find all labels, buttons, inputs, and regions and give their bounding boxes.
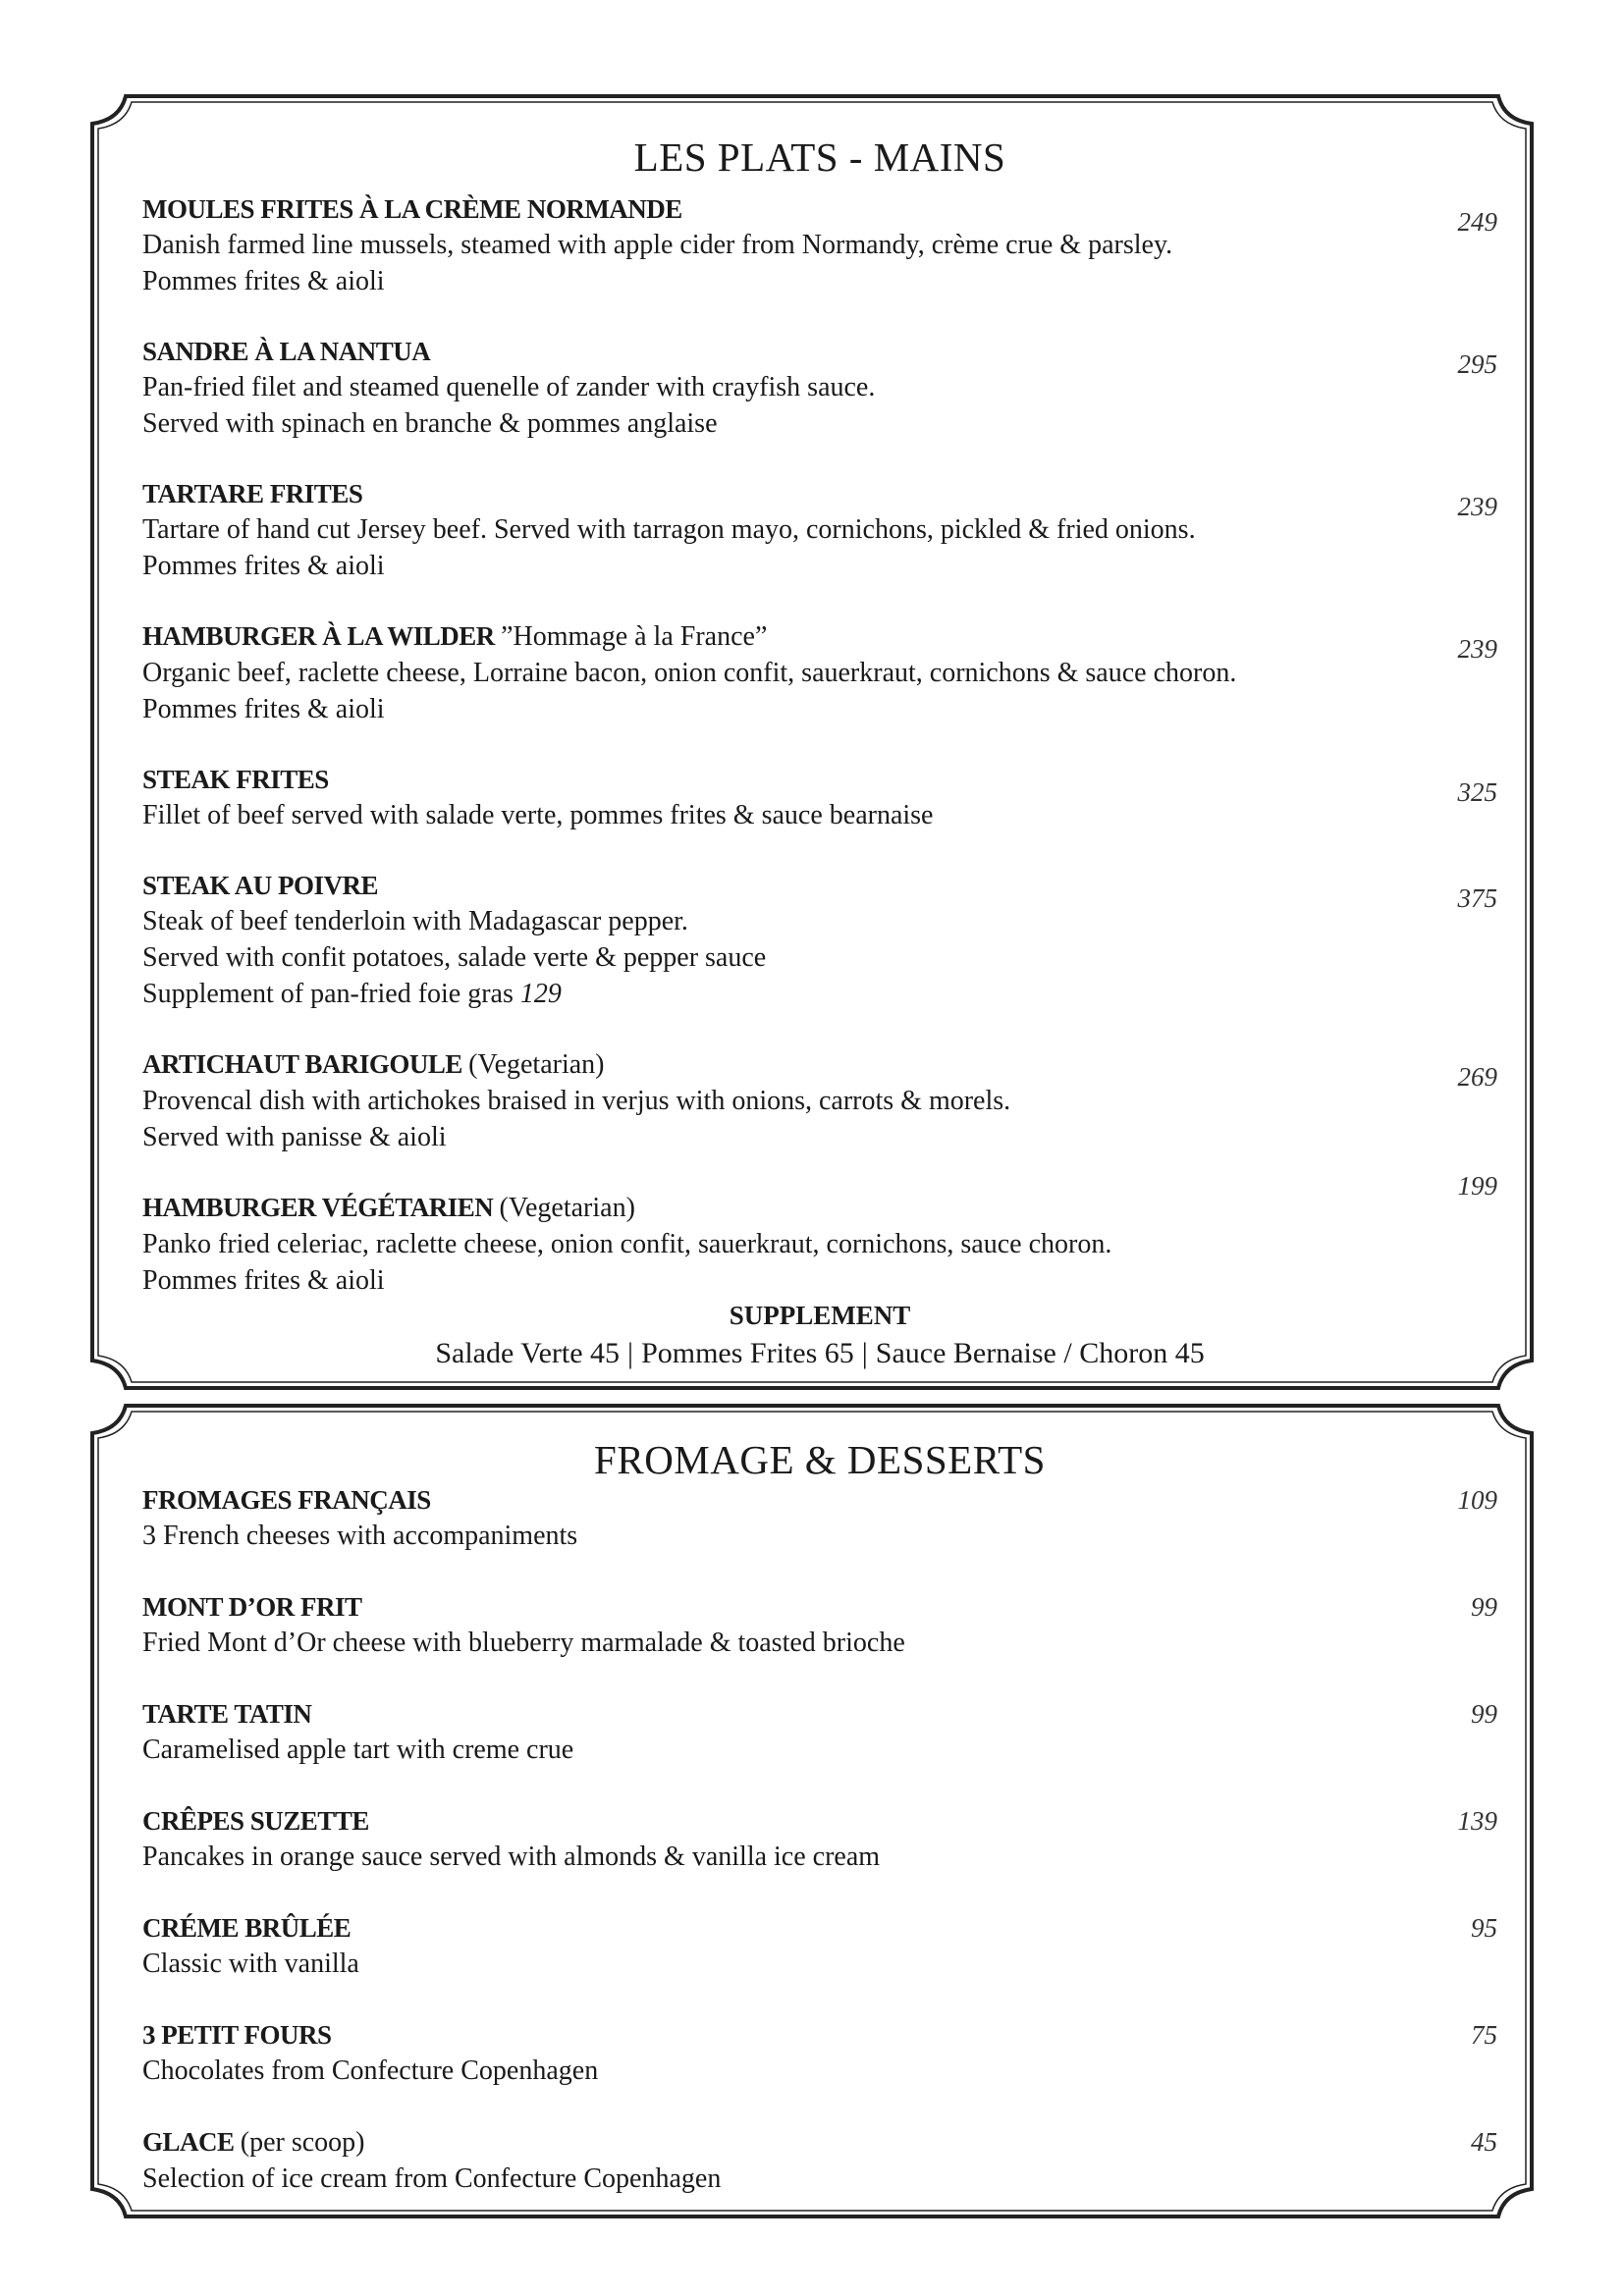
- item-price: 269: [1457, 1062, 1497, 1092]
- item-name: GLACE (per scoop): [142, 2127, 365, 2158]
- supplement-price: 129: [519, 979, 562, 1009]
- item-price: 295: [1457, 349, 1497, 379]
- item-price: 375: [1457, 883, 1497, 913]
- item-price: 325: [1457, 777, 1497, 807]
- supplement-separator: |: [861, 1337, 868, 1369]
- item-price: 99: [1471, 1699, 1497, 1729]
- item-name: MOULES FRITES À LA CRÈME NORMANDE: [142, 194, 682, 224]
- item-note: (Vegetarian): [499, 1193, 635, 1223]
- item-name: MONT D’OR FRIT: [142, 1592, 362, 1622]
- item-description: Pommes frites & aioli: [142, 551, 385, 581]
- item-name: TARTE TATIN: [142, 1699, 312, 1729]
- supplement-separator: |: [627, 1337, 634, 1369]
- item-description: Pommes frites & aioli: [142, 266, 385, 296]
- menu-item: [142, 762, 1497, 833]
- item-description: Pommes frites & aioli: [142, 694, 385, 724]
- supplement-title: SUPPLEMENT: [729, 1301, 911, 1330]
- item-price: 239: [1457, 634, 1497, 664]
- item-supplement: Supplement of pan-fried foie gras 129: [142, 979, 562, 1009]
- desserts-section: [142, 1435, 1497, 2232]
- item-description: Pommes frites & aioli: [142, 1265, 385, 1296]
- item-price: 109: [1457, 1485, 1497, 1515]
- menu-item: [142, 334, 1497, 442]
- item-description: Served with spinach en branche & pommes anglaise: [142, 408, 718, 439]
- desserts-title: FROMAGE & DESSERTS: [594, 1437, 1046, 1482]
- item-description: Selection of ice cream from Confecture Copenhagen: [142, 2163, 722, 2194]
- item-description: Steak of beef tenderloin with Madagascar pepper.: [142, 906, 688, 936]
- item-description: Fillet of beef served with salade verte, pommes frites & sauce bearnaise: [142, 800, 934, 830]
- item-description: Classic with vanilla: [142, 1949, 359, 1979]
- item-description: Pan-fried filet and steamed quenelle of zander with crayfish sauce.: [142, 372, 876, 402]
- item-name: 3 PETIT FOURS: [142, 2020, 332, 2050]
- item-name: SANDRE À LA NANTUA: [142, 337, 431, 366]
- item-note: (per scoop): [240, 2127, 365, 2158]
- menu-item: [142, 191, 1497, 299]
- menu-item: [142, 618, 1497, 727]
- menu-item: [142, 2017, 1497, 2089]
- menu-item: [142, 476, 1497, 584]
- item-description: Danish farmed line mussels, steamed with apple cider from Normandy, crème crue & parsley.: [142, 230, 1173, 260]
- menu-item: [142, 1482, 1497, 1554]
- item-description: Fried Mont d’Or cheese with blueberry marmalade & toasted brioche: [142, 1628, 905, 1658]
- item-description: Chocolates from Confecture Copenhagen: [142, 2056, 599, 2086]
- menu-item: [142, 1803, 1497, 1875]
- item-price: 95: [1471, 1913, 1497, 1943]
- supplement-list: [142, 1334, 1497, 1373]
- menu-item: [142, 1046, 1497, 1155]
- item-price: 99: [1471, 1592, 1497, 1622]
- item-note: (Vegetarian): [468, 1049, 605, 1080]
- item-description: 3 French cheeses with accompaniments: [142, 1521, 578, 1551]
- item-description: Panko fried celeriac, raclette cheese, onion confit, sauerkraut, cornichons, sauce choron.: [142, 1229, 1112, 1259]
- item-description: Organic beef, raclette cheese, Lorraine bacon, onion confit, sauerkraut, cornichons & sauce choron.: [142, 658, 1237, 688]
- item-name: HAMBURGER À LA WILDER ”Hommage à la France”: [142, 621, 768, 652]
- item-name: FROMAGES FRANÇAIS: [142, 1485, 431, 1515]
- desserts-list: [142, 1482, 1497, 2197]
- item-name: STEAK FRITES: [142, 765, 329, 794]
- item-price: 249: [1457, 207, 1497, 237]
- item-name: CRÊPES SUZETTE: [142, 1806, 369, 1836]
- menu-item: [142, 1910, 1497, 1982]
- item-note: ”Hommage à la France”: [501, 621, 768, 652]
- supplement-item: Salade Verte 45: [435, 1337, 621, 1369]
- supplement-item: Sauce Bernaise / Choron 45: [875, 1337, 1205, 1369]
- item-description: Provencal dish with artichokes braised in verjus with onions, carrots & morels.: [142, 1086, 1011, 1116]
- item-price: 45: [1471, 2127, 1497, 2157]
- item-name: CRÉME BRÛLÉE: [142, 1913, 352, 1943]
- item-description: Served with confit potatoes, salade verte & pepper sauce: [142, 942, 767, 973]
- item-name: HAMBURGER VÉGÉTARIEN (Vegetarian): [142, 1193, 635, 1223]
- mains-list: [142, 191, 1497, 1299]
- supplement-item: Pommes Frites 65: [641, 1337, 854, 1369]
- item-price: 199: [1457, 1171, 1497, 1201]
- item-price: 139: [1457, 1806, 1497, 1836]
- item-name: STEAK AU POIVRE: [142, 871, 379, 900]
- item-name: TARTARE FRITES: [142, 479, 363, 508]
- item-price: 239: [1457, 492, 1497, 521]
- menu-item: [142, 2124, 1497, 2197]
- mains-section: [142, 133, 1497, 1373]
- menu-item: [142, 1696, 1497, 1768]
- item-description: Tartare of hand cut Jersey beef. Served with tarragon mayo, cornichons, pickled & fried onions.: [142, 514, 1196, 545]
- item-price: 75: [1471, 2020, 1497, 2050]
- menu-item: [142, 1589, 1497, 1661]
- menu-item: [142, 868, 1497, 1012]
- item-description: Pancakes in orange sauce served with almonds & vanilla ice cream: [142, 1842, 881, 1872]
- menu-item: [142, 1171, 1497, 1299]
- mains-title: LES PLATS - MAINS: [633, 134, 1006, 180]
- item-name: ARTICHAUT BARIGOULE (Vegetarian): [142, 1049, 605, 1080]
- item-description: Served with panisse & aioli: [142, 1122, 447, 1152]
- item-description: Caramelised apple tart with creme crue: [142, 1735, 574, 1765]
